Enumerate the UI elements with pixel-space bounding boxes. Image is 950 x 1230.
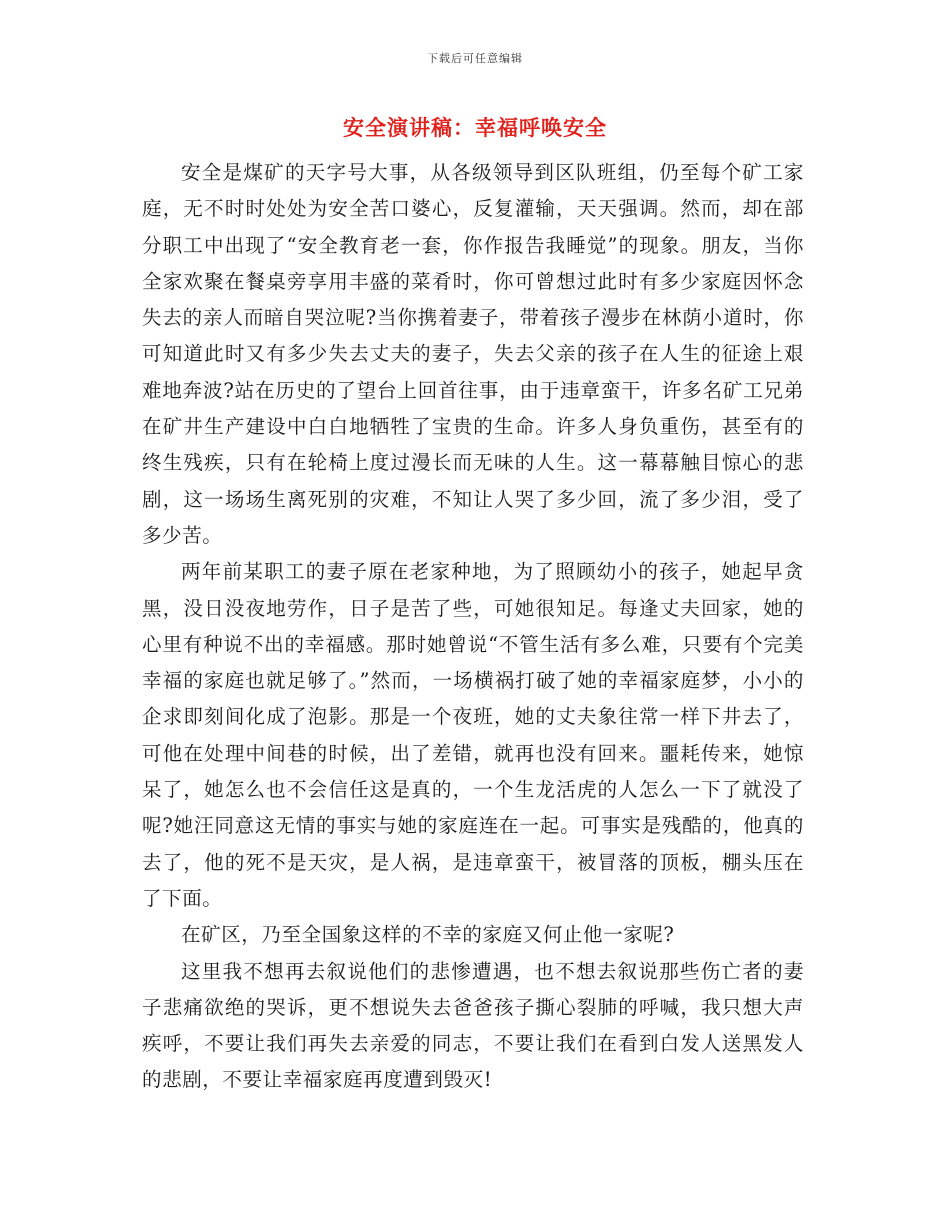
paragraph-2: 两年前某职工的妻子原在老家种地，为了照顾幼小的孩子，她起早贪黑，没日没夜地劳作，日子是苦了些，可她很知足。每逢丈夫回家，她的心里有种说不出的幸福感。那时她曾说“不管生活有多么难，只要有个完美幸福的家庭也就足够了。”然而，一场横祸打破了她的幸福家庭梦，小小的企求即刻间化成了泡影。那是一个夜班，她的丈夫象往常一样下井去了，可他在处理中间巷的时候，出了差错，就再也没有回来。噩耗传来，她惊呆了，她怎么也不会信任这是真的，一个生龙活虎的人怎么一下了就没了呢?她汪同意这无情的事实与她的家庭连在一起。可事实是残酷的，他真的去了，他的死不是天灾，是人祸，是违章蛮干，被冒落的顶板，棚头压在了下面。 [142,560,804,910]
document-body [142,155,804,1099]
paragraph-1: 安全是煤矿的天字号大事，从各级领导到区队班组，仍至每个矿工家庭，无不时时处处为安全苦口婆心，反复灌输，天天强调。然而，却在部分职工中出现了“安全教育老一套，你作报告我睡觉”的现象。朋友，当你全家欢聚在餐桌旁享用丰盛的菜肴时，你可曾想过此时有多少家庭因怀念失去的亲人而暗自哭泣呢?当你携着妻子，带着孩子漫步在林荫小道时，你可知道此时又有多少失去丈夫的妻子，失去父亲的孩子在人生的征途上艰难地奔波?站在历史的了望台上回首往事，由于违章蛮干，许多名矿工兄弟在矿井生产建设中白白地牺牲了宝贵的生命。许多人身负重伤，甚至有的终生残疾，只有在轮椅上度过漫长而无味的人生。这一幕幕触目惊心的悲剧，这一场场生离死别的灾难，不知让人哭了多少回，流了多少泪，受了多少苦。 [142,161,804,547]
document-title: 安全演讲稿：幸福呼唤安全 [343,115,607,140]
paragraph-4: 这里我不想再去叙说他们的悲惨遭遇，也不想去叙说那些伤亡者的妻子悲痛欲绝的哭诉，更不想说失去爸爸孩子撕心裂肺的呼喊，我只想大声疾呼，不要让我们再失去亲爱的同志，不要让我们在看到白发人送黑发人的悲剧，不要让幸福家庭再度遭到毁灭! [142,959,804,1092]
page-header: 下载后可任意编辑 [427,52,523,65]
paragraph-3: 在矿区，乃至全国象这样的不幸的家庭又何止他一家呢? [181,923,675,947]
